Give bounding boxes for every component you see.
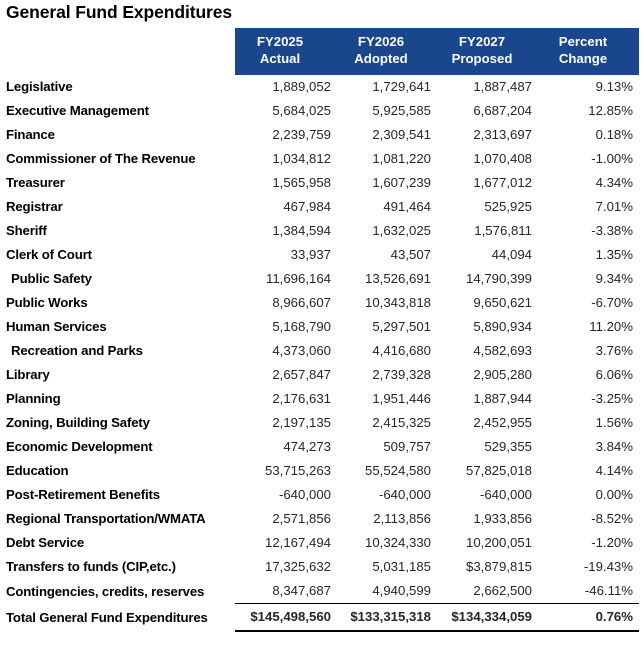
cell-change: -1.20% [591,535,633,551]
column-header-fy2026-line1: FY2026 [357,34,405,49]
column-header-percent-change-line2: Change [558,51,608,67]
column-header-fy2027-line1: FY2027 [458,34,506,49]
cell-fy2025: 5,168,790 [272,319,331,335]
row-label: Human Services [6,319,107,335]
cell-change: 4.14% [595,463,633,479]
cell-fy2027: 4,582,693 [473,343,532,359]
table-row [0,123,639,147]
cell-fy2025: 12,167,494 [264,535,331,551]
cell-fy2025: 8,347,687 [272,583,331,599]
cell-fy2026: 1,632,025 [372,223,431,239]
row-label: Sheriff [6,223,47,239]
row-label: Legislative [6,79,73,95]
cell-fy2026: 5,925,585 [372,103,431,119]
cell-change: -3.25% [591,391,633,407]
column-header-percent-change [538,28,639,75]
table-row [0,291,639,315]
cell-fy2026: 4,416,680 [372,343,431,359]
cell-change: 12.85% [588,103,633,119]
row-label: Treasurer [6,175,65,191]
cell-fy2027: 44,094 [491,247,532,263]
cell-fy2026: 4,940,599 [372,583,431,599]
cell-change: 1.35% [595,247,633,263]
cell-change: -6.70% [591,295,633,311]
cell-fy2026: 13,526,691 [364,271,431,287]
cell-change: 9.13% [595,79,633,95]
cell-change: 6.06% [595,367,633,383]
cell-fy2027: 6,687,204 [473,103,532,119]
row-label: Zoning, Building Safety [6,415,150,431]
row-label: Commissioner of The Revenue [6,151,196,167]
total-cell-fy2026: $133,315,318 [336,603,437,631]
column-header-fy2027-line2: Proposed [451,51,513,67]
cell-fy2026: 2,113,856 [373,511,431,527]
cell-fy2026: 10,324,330 [364,535,431,551]
cell-fy2027: 1,576,811 [474,223,532,239]
table-row [0,75,639,99]
cell-change: 0.00% [595,487,633,503]
cell-fy2027: 14,790,399 [465,271,532,287]
cell-change: 11.20% [589,319,633,335]
cell-fy2026: 10,343,818 [364,295,431,311]
cell-fy2025: 2,657,847 [272,367,331,383]
cell-fy2026: 5,031,185 [372,559,431,575]
table-row [0,219,639,243]
row-label: Library [6,367,50,383]
cell-change: -46.11% [584,583,633,599]
cell-fy2027: 2,905,280 [473,367,532,383]
table-row [0,579,639,604]
cell-fy2025: 5,684,025 [272,103,331,119]
cell-change: 4.34% [595,175,633,191]
table-row [0,411,639,435]
cell-fy2027: 1,887,944 [473,391,532,407]
total-cell-fy2025: $145,498,560 [235,603,336,631]
table-row [0,555,639,579]
column-header-fy2025 [235,28,336,75]
column-header-label-blank [0,28,235,75]
row-label: Public Works [6,295,88,311]
general-fund-expenditures-table [0,28,639,632]
cell-fy2025: 17,325,632 [264,559,331,575]
column-header-fy2026 [336,28,437,75]
row-label: Finance [6,127,55,143]
cell-fy2025: 2,176,631 [272,391,331,407]
row-label: Executive Management [6,103,149,119]
cell-fy2026: 491,464 [383,199,431,215]
row-label: Transfers to funds (CIP,etc.) [6,559,176,575]
cell-fy2026: 43,507 [390,247,431,263]
cell-fy2026: 1,081,220 [372,151,431,167]
cell-fy2027: 57,825,018 [465,463,532,479]
cell-fy2025: 1,565,958 [272,175,331,191]
cell-change: 3.84% [595,439,633,455]
total-row-label: Total General Fund Expenditures [6,609,208,625]
row-label: Regional Transportation/WMATA [6,511,206,527]
cell-fy2026: 2,309,541 [372,127,431,143]
cell-fy2025: 2,239,759 [272,127,331,143]
row-label: Debt Service [6,535,85,551]
table-row [0,99,639,123]
table-row [0,339,639,363]
row-label: Recreation and Parks [11,343,143,359]
cell-fy2027: 9,650,621 [473,295,532,311]
cell-fy2027: 10,200,051 [465,535,532,551]
cell-fy2025: 4,373,060 [272,343,331,359]
cell-fy2026: 509,757 [383,439,431,455]
cell-fy2025: 33,937 [290,247,331,263]
row-label: Contingencies, credits, reserves [6,583,205,599]
cell-fy2025: 8,966,607 [272,295,331,311]
table-row [0,459,639,483]
total-cell-fy2027: $134,334,059 [437,603,538,631]
cell-fy2027: 1,933,856 [473,511,532,527]
row-label: Clerk of Court [6,247,92,263]
cell-fy2027: 2,313,697 [473,127,532,143]
cell-fy2026: 1,729,641 [372,79,431,95]
cell-fy2026: 5,297,501 [372,319,431,335]
table-body [0,75,639,631]
cell-change: 1.56% [595,415,633,431]
column-header-fy2027 [437,28,538,75]
cell-fy2025: 11,696,164 [265,271,331,287]
cell-change: 0.18% [595,127,633,143]
table-row [0,435,639,459]
table-row [0,363,639,387]
table-row [0,243,639,267]
cell-change: 9.34% [595,271,633,287]
cell-change: -1.00% [591,151,633,167]
cell-fy2027: 525,925 [484,199,532,215]
column-header-fy2026-line2: Adopted [354,51,408,67]
cell-change: -3.38% [591,223,633,239]
column-header-fy2025-line2: Actual [259,51,301,67]
cell-fy2025: 1,034,812 [272,151,331,167]
row-label: Public Safety [11,271,92,287]
table-header [0,28,639,75]
cell-fy2026: 55,524,580 [364,463,431,479]
cell-fy2025: -640,000 [278,487,331,503]
cell-fy2027: 2,662,500 [473,583,532,599]
cell-fy2025: 1,889,052 [272,79,331,95]
cell-fy2026: 1,607,239 [372,175,431,191]
cell-fy2025: 467,984 [283,199,331,215]
table-row [0,531,639,555]
cell-fy2027: $3,879,815 [465,559,532,575]
cell-fy2026: 2,739,328 [372,367,431,383]
table-row [0,267,639,291]
cell-fy2026: 1,951,446 [372,391,431,407]
row-label: Education [6,463,69,479]
row-label: Post-Retirement Benefits [6,487,160,503]
table-row [0,507,639,531]
cell-change: 7.01% [595,199,633,215]
cell-fy2026: -640,000 [378,487,431,503]
page-title: General Fund Expenditures [6,2,233,22]
cell-fy2027: 5,890,934 [473,319,532,335]
table-total-row [0,603,639,631]
table-row [0,171,639,195]
table-row [0,315,639,339]
cell-fy2027: 1,070,408 [473,151,532,167]
table-header-row [0,28,639,75]
cell-fy2025: 2,571,856 [272,511,331,527]
cell-fy2025: 53,715,263 [264,463,331,479]
row-label: Registrar [6,199,63,215]
cell-fy2027: 2,452,955 [473,415,532,431]
cell-change: 3.76% [595,343,633,359]
cell-change: -19.43% [583,559,633,575]
column-header-fy2025-line1: FY2025 [256,34,304,49]
table-row [0,147,639,171]
cell-fy2026: 2,415,325 [372,415,431,431]
cell-fy2025: 474,273 [283,439,331,455]
cell-fy2025: 1,384,594 [272,223,331,239]
cell-fy2027: -640,000 [479,487,532,503]
column-header-percent-change-line1: Percent [558,34,608,49]
row-label: Planning [6,391,61,407]
total-cell-change: 0.76% [538,603,639,631]
cell-fy2027: 1,677,012 [473,175,532,191]
cell-fy2027: 529,355 [484,439,532,455]
table-row [0,387,639,411]
cell-change: -8.52% [591,511,633,527]
cell-fy2025: 2,197,135 [272,415,331,431]
table-row [0,483,639,507]
row-label: Economic Development [6,439,153,455]
table-row [0,195,639,219]
cell-fy2027: 1,887,487 [473,79,532,95]
